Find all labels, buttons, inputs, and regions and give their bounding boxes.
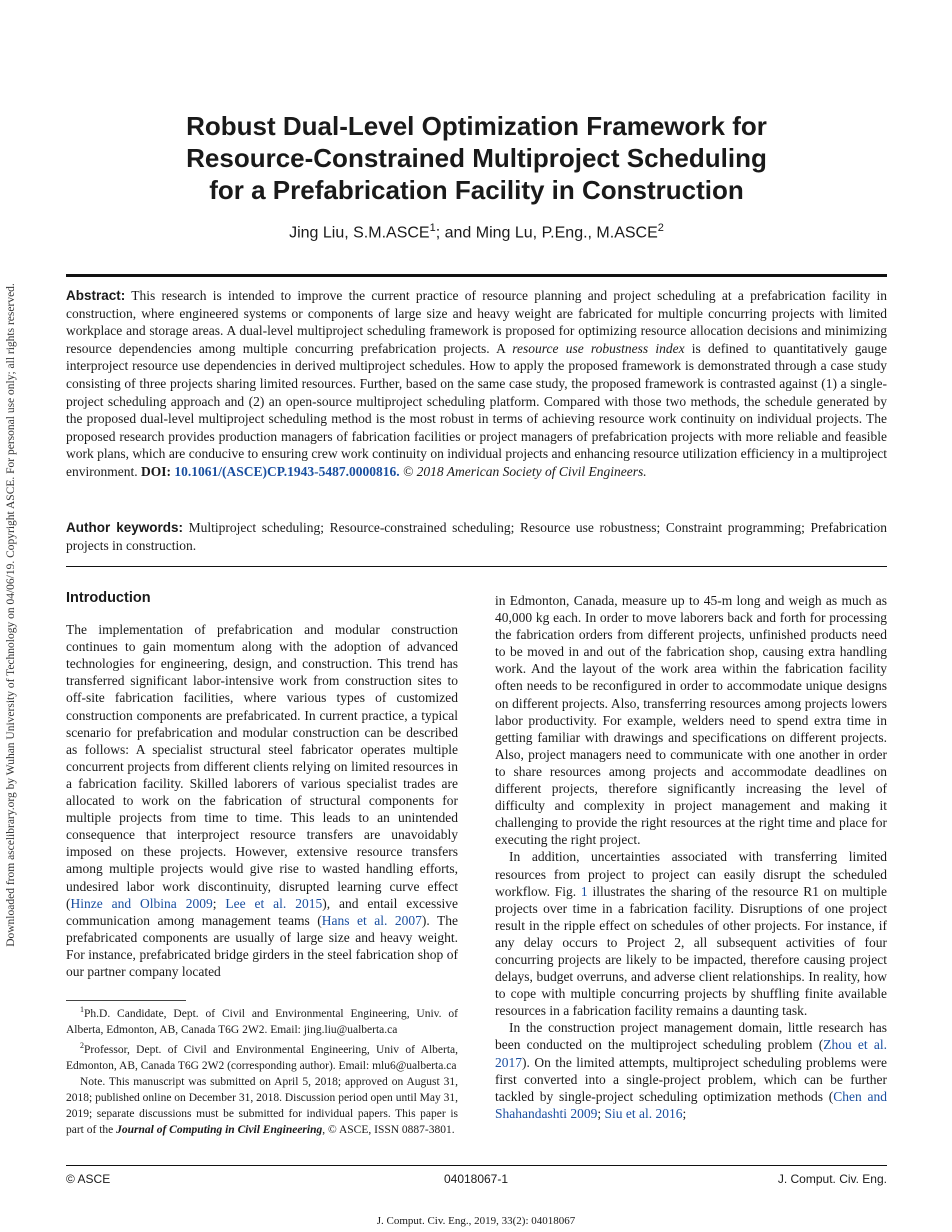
footer-copyright: © ASCE xyxy=(66,1172,111,1186)
doi-link[interactable]: 10.1061/(ASCE)CP.1943-5487.0000816. xyxy=(174,463,400,479)
footer-rule xyxy=(66,1165,887,1166)
abstract xyxy=(66,287,887,481)
author-1: Jing Liu, S.M.ASCE xyxy=(289,224,430,242)
text-run: ; xyxy=(597,1105,605,1121)
abstract-label: Abstract: xyxy=(66,288,126,303)
citation-link[interactable]: Chen and Shahandashti 2009 xyxy=(495,1088,887,1121)
text-run: ; xyxy=(682,1105,687,1121)
author-2: Ming Lu, P.Eng., M.ASCE xyxy=(475,224,658,242)
paragraph xyxy=(495,1019,887,1122)
footnote-text: Ph.D. Candidate, Dept. of Civil and Environmental Engineering, Univ. of Alberta, Edmonton, AB, Canada T6G 2W2. Email: jing.liu@ualberta.ca xyxy=(66,1007,458,1036)
text-run: ). On the limited attempts, multiproject scheduling problems were first converted into a single-project problem, which can be further tackled by single-project scheduling optimization methods ( xyxy=(495,1054,887,1104)
text-run: In addition, uncertainties associated with transferring limited resources from project to project can easily disrupt the scheduled workflow. Fig. xyxy=(495,849,887,899)
footnote-mark: 1 xyxy=(80,1005,84,1014)
doi-label: DOI: xyxy=(140,463,171,479)
text-run: ). The prefabricated components are usually of large size and heavy weight. For instance, prefabricated bridge girders in the steel fabrication shop of our partner company located xyxy=(66,912,458,979)
footnote-mark: 2 xyxy=(80,1040,84,1050)
left-column xyxy=(66,590,458,980)
figure-link[interactable]: 1 xyxy=(580,883,588,899)
citation-link[interactable]: Siu et al. 2016 xyxy=(604,1105,683,1121)
citation-line: J. Comput. Civ. Eng., 2019, 33(2): 04018067 xyxy=(376,1215,576,1227)
title-line: for a Prefabrication Facility in Construction xyxy=(209,175,744,205)
footer-article-number: 04018067-1 xyxy=(443,1172,509,1186)
abstract-text: This research is intended to improve the current practice of resource planning and project scheduling at a prefabrication facility in construction, where engineered systems or components of large size and heavy weight are fabricated for multiple concurring projects with limited workplace and storage areas. A dual-level multiproject scheduling framework is proposed for optimizing resource allocation decisions and minimizing resource dependencies among multiple concurring prefabrication projects. A xyxy=(66,288,887,356)
footnote xyxy=(66,1002,458,1038)
note-text: , © ASCE, ISSN 0887-3801. xyxy=(322,1123,455,1136)
text-run: ), and entail excessive communication among management teams ( xyxy=(66,895,459,928)
paragraph xyxy=(66,621,458,980)
footer-journal: J. Comput. Civ. Eng. xyxy=(777,1172,887,1186)
keywords-label: Author keywords: xyxy=(66,520,184,535)
author-separator: ; and xyxy=(435,224,476,242)
author-2-mark: 2 xyxy=(657,222,664,234)
paragraph: in Edmonton, Canada, measure up to 45-m long and weigh as much as 40,000 kg each. In order to move laborers back and forth for processing the fabrication orders from different projects, unfinished products need to be moved in and out of the fabrication shop, causing extra handling work. And the layout of the work area within the fabrication facility often needs to be reconfigured in order to accommodate unique designs on different projects. Also, transferring resources among projects lowers labor productivity. For example, welders need to spend extra time in getting familiar with drawings and specifications on different projects. Also, project managers need to communicate with one another in order to share resources among projects and accommodate deadlines on different projects, therefore significantly increasing the level of difficulty and complexity in project management and making it challenging to provide the right resources at the right time and place for executing the right project. xyxy=(495,593,887,848)
footnote-rule xyxy=(66,1000,186,1001)
footnote xyxy=(66,1038,458,1074)
citation-link[interactable]: Hans et al. 2007 xyxy=(321,912,422,928)
section-heading: Introduction xyxy=(66,590,151,606)
title-line: Robust Dual-Level Optimization Framework for xyxy=(186,111,767,141)
paragraph xyxy=(495,848,887,1019)
author-keywords xyxy=(66,519,887,554)
abstract-text: is defined to quantitatively gauge interproject resource use dependencies in derived multiproject schedules. How to apply the proposed framework is demonstrated through a case study consisting of three projects sharing limited resources. Further, based on the same case study, the proposed framework is contrasted against (1) a single-project scheduling approach and (2) an open-source multiproject scheduling platform. Compared with those two methods, the schedule generated by the proposed dual-level multiproject scheduling method is the most robust in terms of achieving resource work continuity on individual projects. The proposed research provides production managers of fabrication facilities or project managers of prefabrication projects with more reliable and feasible work plans, which are conducive to ensuring crew work continuity on individual projects and enhancing resource utilization efficiency in a multiproject environment. xyxy=(66,340,887,479)
text-run: illustrates the sharing of the resource R1 on multiple projects over time in a fabrication facility. Disruptions of one project result in the ripple effect on schedules of other projects. For instance, if any delay occurs to Project 2, all subsequent activities of four concurring projects are likely to be impacted, therefore causing project delays, budget overruns, and adverse client relationships. In reality, how to cope with multiple concurring projects by shuffling finite available resources in a fabrication facility remains a daunting task. xyxy=(495,883,888,1019)
abstract-copyright: © 2018 American Society of Civil Engineers. xyxy=(403,463,647,479)
citation-link[interactable]: Hinze and Olbina 2009 xyxy=(70,895,213,911)
footnote-text: Professor, Dept. of Civil and Environmental Engineering, Univ of Alberta, Edmonton, AB, Canada T6G 2W2 (corresponding author). Email: mlu6@ualberta.ca xyxy=(66,1043,458,1072)
keywords-text: Multiproject scheduling; Resource-constrained scheduling; Resource use robustness; Constraint programming; Prefabrication projects in construction. xyxy=(66,520,888,553)
title-line: Resource-Constrained Multiproject Scheduling xyxy=(186,143,767,173)
text-run: In the construction project management domain, little research has been conducted on the multiproject scheduling problem ( xyxy=(495,1020,887,1053)
journal-name: Journal of Computing in Civil Engineering xyxy=(116,1123,323,1136)
text-run: The implementation of prefabrication and modular construction continues to gain momentum along with the adoption of advanced technologies for engineering, design, and construction. This trend has transferred significant labor-intensive work from construction sites to off-site fabrication facilities, where various types of customized construction components are prefabricated. In current practice, a typical scenario for prefabrication and modular construction can be described as follows: A specialist structural steel fabricator operates multiple concurrent projects from different clients relying on limited resources in a fabrication facility. Skilled laborers of various specialist trades are allocated to work on the fabrication of structural components for multiple projects from time to time. This leads to an unintended consequence that interproject resource transfers are unavoidably imposed on these projects. However, extensive resource transfers among multiple projects would give rise to wasted handling efforts, undesired labor work discontinuity, disrupted learning curve effect ( xyxy=(66,622,458,911)
text-run: ; xyxy=(212,895,226,911)
abstract-rule xyxy=(66,566,887,567)
note-text: Note. This manuscript was submitted on April 5, 2018; approved on August 31, 2018; published online on December 31, 2018. Discussion period open until May 31, 2019; separate discussions must be submitted for individual papers. This paper is part of the xyxy=(66,1075,458,1136)
paper-title xyxy=(66,110,887,206)
submission-note xyxy=(66,1074,458,1138)
header-rule xyxy=(66,274,887,277)
author-1-mark: 1 xyxy=(429,222,436,234)
citation-link[interactable]: Zhou et al. 2017 xyxy=(495,1037,887,1070)
abstract-term: resource use robustness index xyxy=(512,340,685,356)
footnotes xyxy=(66,1002,458,1138)
download-notice xyxy=(2,255,20,975)
download-notice-text: Downloaded from ascelibrary.org by Wuhan University of Technology on 04/06/19. Copyright ASCE. For personal use only; all rights reserved. xyxy=(5,283,17,947)
right-column xyxy=(495,592,887,1122)
citation-link[interactable]: Lee et al. 2015 xyxy=(225,895,323,911)
author-list xyxy=(66,222,887,242)
